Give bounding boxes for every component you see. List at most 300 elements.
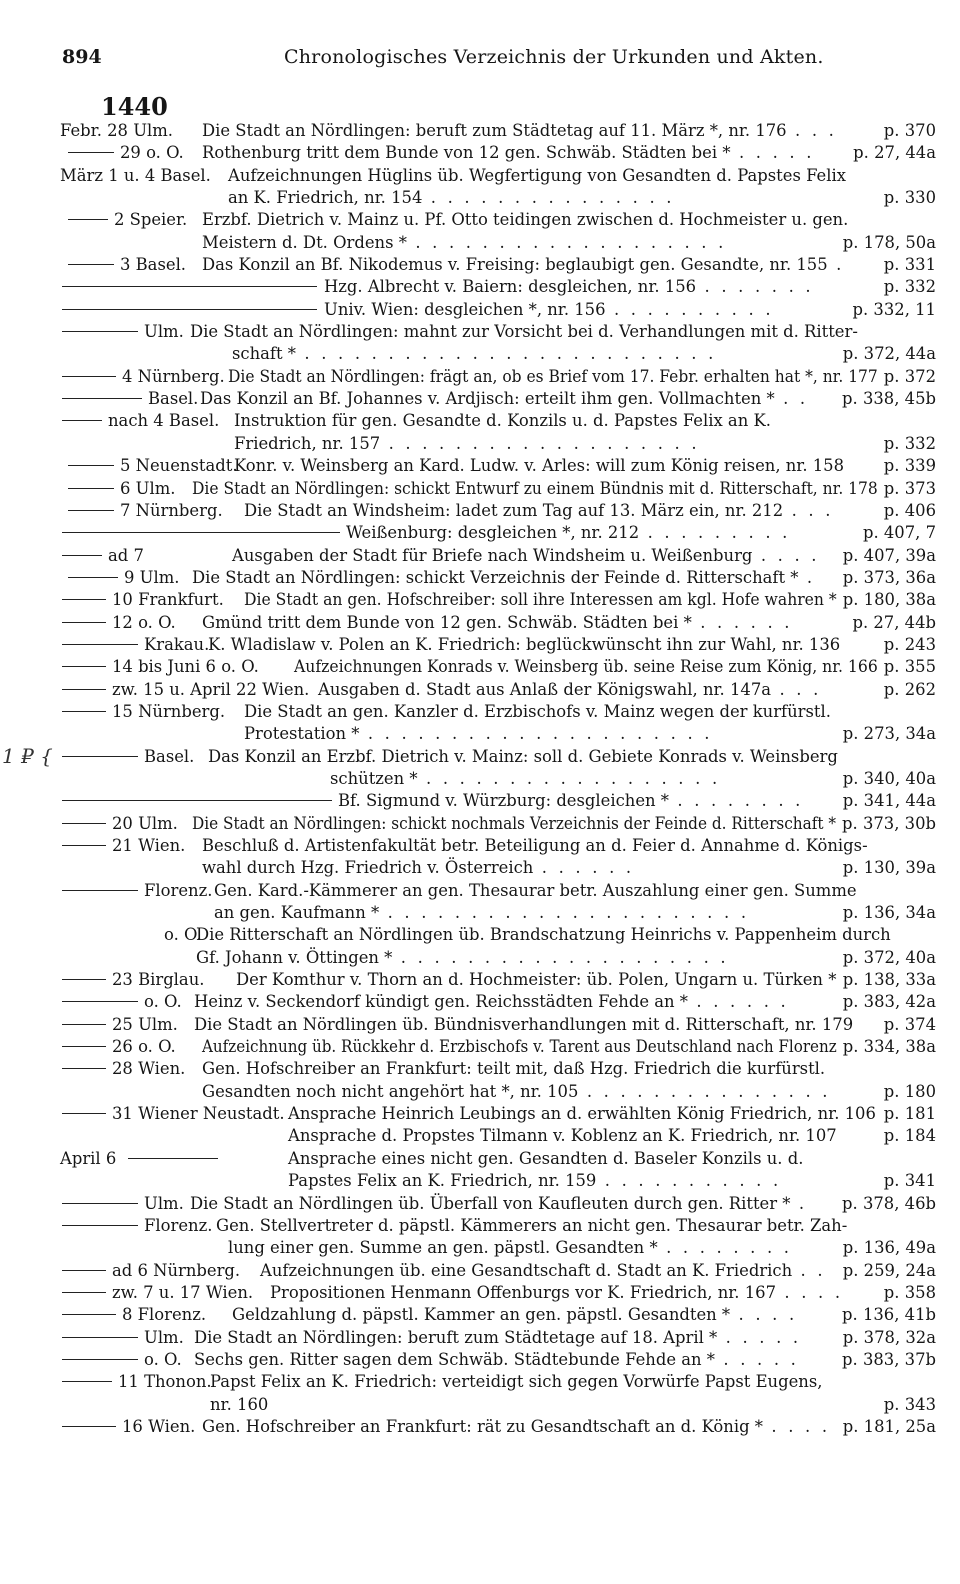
entry-date: [68, 209, 187, 231]
entry-date: [62, 835, 185, 857]
entry-text-content: Ansprache Heinrich Leubings an d. erwählten König Friedrich, nr. 106: [288, 1104, 876, 1124]
entry-date: [62, 1349, 182, 1371]
entry-text: [202, 1058, 825, 1080]
entry-date-text: o. O.: [144, 1349, 182, 1369]
entry-date: [68, 478, 175, 500]
entry-text: [194, 1349, 799, 1371]
entry-text-content: wahl durch Hzg. Friedrich v. Österreich: [202, 858, 534, 878]
entry-text: [270, 1282, 843, 1304]
entry-line: [60, 232, 940, 254]
entry-line: [60, 276, 940, 298]
entry-text: [194, 1327, 801, 1349]
entry-date-text: 21 Wien.: [112, 836, 186, 855]
margin-note: 1 ₽ {: [2, 744, 53, 768]
page-reference: p. 343: [883, 1394, 936, 1414]
dot-leader: . . . . . . . .: [669, 791, 804, 811]
dot-leader: . .: [774, 389, 809, 409]
page-reference: p. 330: [883, 188, 936, 208]
entry-text: [228, 187, 675, 209]
entry-line: [60, 1304, 940, 1326]
entry-text: [288, 1125, 837, 1147]
entry-text: [260, 1260, 826, 1282]
entry-text-content: Univ. Wien: desgleichen *, nr. 156: [324, 299, 606, 319]
entry-date-text: 15 Nürnberg.: [112, 701, 226, 721]
entry-text: [210, 1371, 822, 1393]
entry-line: [60, 1215, 940, 1237]
entry-text-content: Die Stadt an Nördlingen üb. Bündnisverhandlungen mit d. Ritterschaft, nr. 179: [194, 1014, 854, 1034]
entry-text: [208, 746, 838, 768]
entry-text-content: Die Stadt an Nördlingen: schickt Verzeichnis der Feinde d. Ritterschaft *: [192, 567, 799, 587]
page-reference: p. 332: [883, 433, 936, 453]
entry-text-content: Gen. Kard.-Kämmerer an gen. Thesaurar betr. Auszahlung einer gen. Summe: [214, 880, 857, 900]
page-reference: p. 259, 24a: [842, 1260, 936, 1280]
entry-text-content: Die Stadt an Nördlingen: beruft zum Städtetage auf 18. April *: [194, 1327, 718, 1347]
entry-text: [228, 366, 878, 388]
entry-line: [60, 589, 940, 611]
entry-text: [208, 634, 840, 656]
entry-date-text: zw. 15 u. April 22 Wien.: [112, 679, 310, 699]
entry-text: [234, 410, 771, 432]
dot-leader: . . . .: [762, 1416, 831, 1436]
entry-text: [202, 232, 727, 254]
dot-leader: . . . . . . .: [696, 277, 814, 297]
entry-date-text: ad 6 Nürnberg.: [112, 1260, 241, 1280]
ditto-dash: [62, 1203, 138, 1204]
entry-date: [60, 1148, 224, 1170]
entry-text-content: Gen. Stellvertreter d. päpstl. Kämmerers an nicht gen. Thesaurar betr. Zah-: [216, 1215, 848, 1235]
dot-leader: . . . . . . . . . . . . . . . . . . .: [406, 232, 727, 252]
entry-date-text: 2 Speier.: [114, 210, 188, 230]
ditto-dash: [68, 465, 114, 466]
ditto-dash: [62, 1337, 138, 1338]
dot-leader: . . . .: [752, 545, 820, 565]
dot-leader: . . . . . .: [533, 858, 635, 878]
page-reference: p. 338, 45b: [842, 389, 936, 409]
entry-date: [62, 813, 178, 835]
entry-text: [202, 209, 848, 231]
entry-text-content: Gen. Hofschreiber an Frankfurt: rät zu Gesandtschaft an d. König *: [202, 1416, 763, 1436]
page-reference: p. 383, 37b: [842, 1349, 936, 1369]
entry-line: [60, 813, 940, 835]
ditto-dash: [62, 309, 317, 310]
ditto-dash: [62, 599, 106, 600]
ditto-dash: [62, 1113, 106, 1114]
entry-line: [60, 254, 940, 276]
entry-line: [60, 947, 940, 969]
entry-line: [60, 1282, 940, 1304]
page-reference: p. 374: [883, 1014, 936, 1034]
entry-text-content: an K. Friedrich, nr. 154: [228, 188, 423, 208]
entry-date-text: Ulm.: [144, 1327, 184, 1347]
dot-leader: .: [827, 255, 845, 275]
entry-text-content: Gmünd tritt dem Bunde von 12 gen. Schwäb. Städten bei *: [202, 612, 692, 632]
ditto-dash: [62, 823, 106, 824]
entry-line: [60, 120, 940, 142]
entry-text: [232, 545, 820, 567]
entry-text-content: Der Komthur v. Thorn an d. Hochmeister: üb. Polen, Ungarn u. Türken *: [236, 970, 837, 990]
entry-line: [60, 366, 940, 388]
entry-date-text: 5 Neuenstadt.: [120, 456, 238, 476]
page-reference: p. 341, 44a: [842, 791, 936, 811]
ditto-dash: [62, 331, 138, 332]
dot-leader: .: [798, 567, 816, 587]
page-reference: p. 407, 7: [862, 523, 936, 543]
entry-text: [288, 1170, 781, 1192]
ditto-dash: [62, 689, 106, 690]
entry-text: [244, 589, 837, 611]
dot-leader: . . . . . . . . . . . . . . . . . .: [417, 768, 721, 788]
entry-date: [60, 165, 211, 187]
entry-text: [346, 522, 791, 544]
entry-date-text: 20 Ulm.: [112, 813, 178, 833]
entry-line: [60, 1036, 940, 1058]
dot-leader: . . . .: [730, 1305, 798, 1325]
entry-date-text: März 1 u. 4 Basel.: [60, 165, 211, 185]
entry-text-content: Ausgaben d. Stadt aus Anlaß der Königswahl, nr. 147a: [318, 679, 772, 699]
entry-text: [202, 142, 815, 164]
dot-leader: . . . .: [776, 1282, 844, 1302]
entry-line: [60, 746, 940, 768]
page-reference: p. 332, 11: [852, 299, 936, 319]
page-reference: p. 273, 34a: [842, 724, 936, 744]
entry-text: [192, 478, 878, 500]
dot-leader: . . . . . . . . . .: [605, 299, 774, 319]
page-reference: p. 180: [883, 1081, 936, 1101]
page-reference: p. 334, 38a: [842, 1037, 936, 1057]
entry-line: [60, 1237, 940, 1259]
entry-line: [60, 857, 940, 879]
entry-line: [60, 522, 940, 544]
entry-date-text: Florenz.: [144, 1215, 213, 1235]
dot-leader: . . . . . . . . . . . . . . . . . . .: [380, 433, 700, 453]
dot-leader: . . . . . . . . . . . . . . . . . . . .: [392, 947, 729, 967]
entry-line: [60, 165, 940, 187]
entry-date: [62, 1215, 212, 1237]
ditto-dash: [62, 644, 138, 645]
entry-text: [196, 947, 729, 969]
ditto-dash: [128, 1158, 218, 1159]
dot-leader: . . . . . . . . . . . . . . .: [422, 188, 675, 208]
page-reference: p. 130, 39a: [842, 858, 936, 878]
entry-text: [196, 924, 891, 946]
entry-date-text: Basel.: [144, 746, 195, 766]
entry-text: [214, 902, 749, 924]
entry-date: [62, 1282, 253, 1304]
entry-text-content: Sechs gen. Ritter sagen dem Schwäb. Städtebunde Fehde an *: [194, 1349, 715, 1369]
entry-date-text: 14 bis Juni 6 o. O.: [112, 657, 259, 677]
entry-text: [228, 165, 846, 187]
entry-text: [192, 813, 836, 835]
entry-line: [60, 634, 940, 656]
entry-text-content: Geldzahlung d. päpstl. Kammer an gen. päpstl. Gesandten *: [232, 1305, 731, 1325]
page-reference: p. 138, 33a: [842, 970, 936, 990]
entry-text: [202, 835, 868, 857]
entry-date: [62, 656, 259, 678]
entry-line: [60, 388, 940, 410]
entry-line: [60, 1125, 940, 1147]
entry-text-content: Aufzeichnung üb. Rückkehr d. Erzbischofs v. Tarent aus Deutschland nach Florenz: [202, 1037, 837, 1057]
entry-date: [62, 1371, 212, 1393]
entry-text-content: nr. 160: [210, 1394, 269, 1414]
entry-date-text: ad 7: [108, 545, 144, 565]
entry-date-text: 9 Ulm.: [124, 567, 180, 587]
page-reference: p. 339: [883, 456, 936, 476]
ditto-dash: [62, 1314, 116, 1315]
entry-line: [60, 299, 940, 321]
entry-line: [60, 545, 940, 567]
entry-line: [60, 768, 940, 790]
entry-line: [60, 321, 940, 343]
entry-line: [60, 455, 940, 477]
entry-text-content: Die Stadt an gen. Hofschreiber: soll ihre Interessen am kgl. Hofe wahren *: [244, 590, 837, 610]
ditto-dash: [62, 555, 102, 556]
entry-date-text: 4 Nürnberg.: [122, 366, 225, 386]
page-reference: p. 136, 49a: [842, 1238, 936, 1258]
entry-date: [62, 679, 309, 701]
entry-text-content: Die Ritterschaft an Nördlingen üb. Brandschatzung Heinrichs v. Pappenheim durch: [196, 925, 891, 945]
entry-date-text: o. O.: [164, 925, 202, 945]
page-reference: p. 372, 44a: [842, 344, 936, 364]
entry-text-content: Die Stadt an gen. Kanzler d. Erzbischofs v. Mainz wegen der kurfürstl.: [244, 701, 831, 721]
entry-date-text: Basel.: [148, 389, 199, 409]
ditto-dash: [62, 979, 106, 980]
entry-text: [330, 768, 720, 790]
entry-date: [62, 701, 225, 723]
ditto-dash: [62, 1001, 138, 1002]
entry-text-content: an gen. Kaufmann *: [214, 903, 380, 923]
page-reference: p. 27, 44b: [852, 612, 936, 632]
entry-text: [232, 343, 717, 365]
entry-text: [232, 1304, 797, 1326]
entry-line: [60, 1148, 940, 1170]
entry-text-content: Das Konzil an Bf. Nikodemus v. Freising: beglaubigt gen. Gesandte, nr. 155: [202, 255, 828, 275]
page-reference: p. 373, 36a: [842, 567, 936, 587]
page-number: 894: [62, 46, 102, 68]
entry-text-content: Beschluß d. Artistenfakultät betr. Beteiligung an d. Feier d. Annahme d. Königs-: [202, 836, 868, 855]
entry-text-content: Rothenburg tritt dem Bunde von 12 gen. Schwäb. Städten bei *: [202, 143, 731, 163]
dot-leader: . . .: [786, 121, 838, 140]
entry-line: [60, 902, 940, 924]
entry-date-text: April 6: [60, 1148, 117, 1168]
entry-text-content: Papstes Felix an K. Friedrich, nr. 159: [288, 1171, 597, 1191]
entry-line: [60, 1349, 940, 1371]
entry-text: [202, 254, 845, 276]
page-reference: p. 378, 46b: [842, 1193, 936, 1213]
entry-text-content: Gesandten noch nicht angehört hat *, nr. 105: [202, 1081, 579, 1101]
entry-date-text: Krakau.: [144, 634, 210, 654]
entry-line: [60, 1416, 940, 1438]
ditto-dash: [62, 286, 317, 287]
entry-date: [68, 254, 186, 276]
entry-text-content: Konr. v. Weinsberg an Kard. Ludw. v. Arles: will zum König reisen, nr. 158: [234, 456, 845, 476]
entry-date-text: 3 Basel.: [120, 255, 187, 275]
page-reference: p. 181, 25a: [842, 1416, 936, 1436]
entry-line: [60, 142, 940, 164]
ditto-dash: [62, 1359, 138, 1360]
entry-text-content: Friedrich, nr. 157: [234, 433, 381, 453]
dot-leader: . . . . .: [717, 1327, 802, 1347]
ditto-dash: [62, 1024, 106, 1025]
entry-line: [60, 1014, 940, 1036]
entry-text-content: Protestation *: [244, 724, 360, 744]
entry-date-text: 12 o. O.: [112, 612, 176, 632]
entry-date-text: 28 Wien.: [112, 1059, 186, 1079]
entry-text: [324, 299, 774, 321]
year-heading: 1440: [101, 92, 168, 121]
entry-text-content: Propositionen Henmann Offenburgs vor K. Friedrich, nr. 167: [270, 1282, 776, 1302]
entry-text-content: schaft *: [232, 344, 296, 364]
page-reference: p. 27, 44a: [853, 143, 936, 163]
entry-date: [62, 366, 225, 388]
dot-leader: . . .: [783, 500, 834, 520]
dot-leader: . . . . .: [714, 1349, 800, 1369]
ditto-dash: [62, 890, 138, 891]
page-reference: p. 181: [883, 1104, 936, 1124]
entry-line: [60, 701, 940, 723]
entry-text-content: Heinz v. Seckendorf kündigt gen. Reichsstädten Fehde an *: [194, 992, 688, 1012]
entry-line: [60, 612, 940, 634]
entry-line: [60, 187, 940, 209]
entry-text: [210, 1394, 268, 1416]
entry-text: [190, 321, 858, 343]
entry-line: [60, 1260, 940, 1282]
entry-date-text: 16 Wien.: [122, 1416, 196, 1436]
entry-text-content: Die Stadt an Nördlingen: frägt an, ob es Brief vom 17. Febr. erhalten hat *, nr. 177: [228, 366, 878, 386]
ditto-dash: [62, 800, 332, 801]
page-reference: p. 378, 32a: [842, 1327, 936, 1347]
entry-date-text: 23 Birglau.: [112, 970, 205, 990]
entry-text-content: Die Stadt an Nördlingen: mahnt zur Vorsicht bei d. Verhandlungen mit d. Ritter-: [190, 322, 858, 342]
running-title: Chronologisches Verzeichnis der Urkunden und Akten.: [284, 46, 824, 68]
entry-line: [60, 880, 940, 902]
page-reference: p. 373: [883, 478, 936, 498]
dot-leader: . . .: [771, 679, 822, 699]
entry-line: [60, 790, 940, 812]
entry-date: [62, 1058, 185, 1080]
ditto-dash: [62, 532, 340, 533]
entry-line: [60, 1081, 940, 1103]
entry-text-content: Erzbf. Dietrich v. Mainz u. Pf. Otto teidingen zwischen d. Hochmeister u. gen.: [202, 210, 849, 230]
entry-line: [60, 433, 940, 455]
ditto-dash: [62, 1381, 112, 1382]
entry-list: [60, 120, 940, 1438]
dot-leader: . . . . . .: [691, 612, 793, 632]
entry-line: [60, 835, 940, 857]
entry-text-content: Aufzeichnungen üb. eine Gesandtschaft d. Stadt an K. Friedrich: [260, 1260, 793, 1280]
entry-text: [202, 612, 793, 634]
entry-text-content: K. Wladislaw v. Polen an K. Friedrich: beglückwünscht ihn zur Wahl, nr. 136: [208, 634, 841, 654]
entry-line: [60, 679, 940, 701]
entry-text: [192, 567, 815, 589]
entry-text: [228, 1237, 792, 1259]
entry-date: [60, 120, 173, 142]
ditto-dash: [68, 577, 118, 578]
entry-date-text: 10 Frankfurt.: [112, 590, 224, 610]
entry-date-text: 11 Thonon.: [118, 1372, 212, 1392]
dot-leader: . .: [792, 1260, 826, 1280]
entry-line: [60, 656, 940, 678]
entry-line: [60, 343, 940, 365]
entry-date: [68, 142, 184, 164]
entry-text-content: Ansprache d. Propstes Tilmann v. Koblenz an K. Friedrich, nr. 107: [288, 1126, 837, 1146]
entry-text-content: schützen *: [330, 768, 418, 788]
entry-date: [68, 455, 238, 477]
entry-text: [244, 723, 713, 745]
ditto-dash: [62, 1426, 116, 1427]
entry-date-text: Florenz.: [144, 880, 213, 900]
dot-leader: . . . . . . . . . . . . . . .: [578, 1081, 831, 1101]
entry-text-content: Papst Felix an K. Friedrich: verteidigt sich gegen Vorwürfe Papst Eugens,: [210, 1372, 823, 1392]
entry-date: [62, 1193, 184, 1215]
page-reference: p. 370: [883, 121, 936, 140]
dot-leader: . . . . . . . . . . . . . . . . . . . . . .: [379, 903, 750, 923]
entry-text: [200, 388, 808, 410]
ditto-dash: [68, 152, 114, 153]
entry-line: [60, 1394, 940, 1416]
page-reference: p. 373, 30b: [842, 813, 936, 833]
entry-date-text: 7 Nürnberg.: [120, 500, 223, 520]
page-reference: p. 180, 38a: [842, 590, 936, 610]
page-reference: p. 383, 42a: [842, 992, 936, 1012]
entry-text-content: Das Konzil an Erzbf. Dietrich v. Mainz: soll d. Gebiete Konrads v. Weinsberg: [208, 746, 838, 766]
entry-date: [62, 1304, 206, 1326]
ditto-dash: [62, 398, 142, 399]
entry-line: [60, 991, 940, 1013]
ditto-dash: [62, 1046, 106, 1047]
entry-date-text: 25 Ulm.: [112, 1014, 178, 1034]
entry-text-content: Ausgaben der Stadt für Briefe nach Windsheim u. Weißenburg: [232, 545, 753, 565]
page-reference: p. 243: [883, 634, 936, 654]
entry-line: [60, 924, 940, 946]
entry-text-content: Ansprache eines nicht gen. Gesandten d. Baseler Konzils u. d.: [288, 1148, 804, 1168]
entry-text-content: Die Stadt an Windsheim: ladet zum Tag auf 13. März ein, nr. 212: [244, 500, 784, 520]
page-reference: p. 262: [883, 679, 936, 699]
entry-date-text: 29 o. O.: [120, 143, 184, 163]
page-reference: p. 372, 40a: [842, 947, 936, 967]
entry-line: [60, 410, 940, 432]
entry-date: [62, 545, 144, 567]
entry-text: [194, 991, 789, 1013]
ditto-dash: [62, 1068, 106, 1069]
entry-text: [202, 1081, 831, 1103]
entry-date: [62, 634, 209, 656]
entry-date-text: o. O.: [144, 992, 182, 1012]
entry-text: [214, 880, 857, 902]
entry-line: [60, 1371, 940, 1393]
page-reference: p. 332: [883, 277, 936, 297]
entry-text: [288, 1103, 876, 1125]
entry-text-content: Aufzeichnungen Konrads v. Weinsberg üb. seine Reise zum König, nr. 166: [294, 657, 878, 677]
entry-date: [62, 299, 323, 321]
entry-date: [62, 1103, 285, 1125]
ditto-dash: [62, 1225, 138, 1226]
entry-line: [60, 567, 940, 589]
entry-text-content: Instruktion für gen. Gesandte d. Konzils u. d. Papstes Felix an K.: [234, 411, 771, 431]
entry-line: [60, 1170, 940, 1192]
entry-line: [60, 500, 940, 522]
entry-date: [68, 567, 179, 589]
entry-text: [244, 500, 834, 522]
ditto-dash: [68, 264, 114, 265]
entry-line: [60, 478, 940, 500]
page-reference: p. 136, 41b: [842, 1305, 936, 1325]
ditto-dash: [62, 666, 106, 667]
entry-line: [60, 1193, 940, 1215]
entry-date: [62, 522, 346, 544]
entry-date: [62, 746, 194, 768]
entry-date: [62, 991, 182, 1013]
ditto-dash: [68, 219, 108, 220]
